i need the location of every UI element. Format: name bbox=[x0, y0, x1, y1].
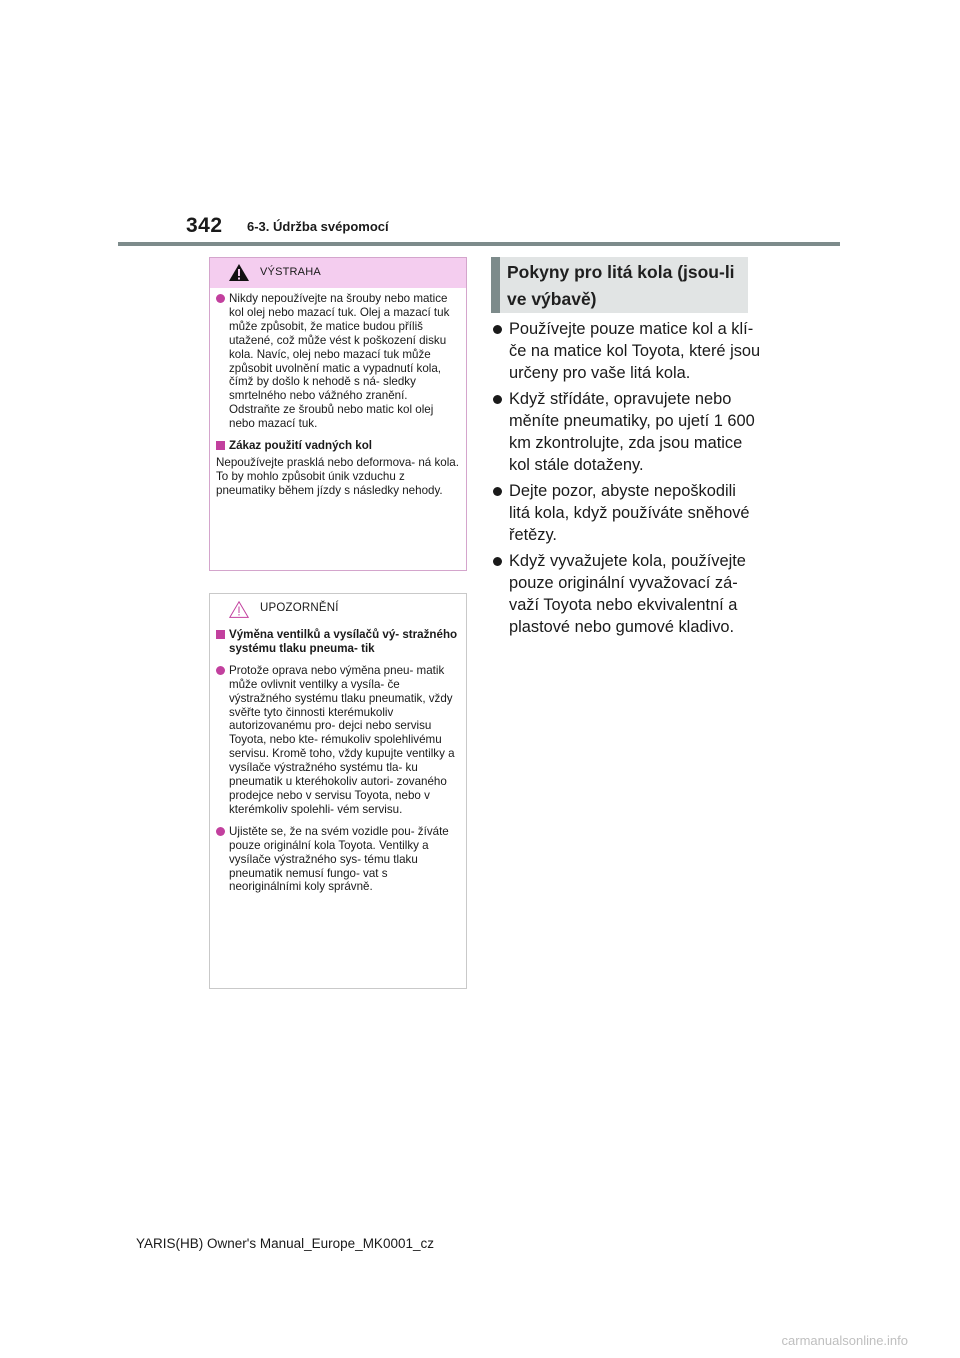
alloy-wheels-list bbox=[491, 318, 761, 642]
page-footer bbox=[0, 1236, 960, 1251]
warning-title: VÝSTRAHA bbox=[260, 266, 321, 278]
caution-subheading-text: Výměna ventilků a vysílačů vý- stražného systému tlaku pneuma- tik bbox=[229, 628, 458, 655]
header-rule bbox=[118, 242, 840, 246]
square-marker-icon bbox=[216, 630, 225, 639]
section-title: 6-3. Údržba svépomocí bbox=[247, 219, 389, 234]
caution-bullet-text: Ujistěte se, že na svém vozidle pou- žíváte pouze originální kola Toyota. Ventilky a vysílače výstražného sys- tému tlaku pneumatik nemusí fungo- vat s neoriginálními koly správně. bbox=[229, 824, 449, 894]
bullet-dot-icon bbox=[216, 294, 225, 303]
bullet-dot-icon bbox=[493, 395, 502, 404]
caution-triangle-icon bbox=[229, 601, 249, 623]
caution-bullet bbox=[216, 825, 461, 895]
list-item bbox=[491, 480, 761, 546]
square-marker-icon bbox=[216, 441, 225, 450]
warning-bullet bbox=[216, 292, 461, 431]
caution-title: UPOZORNĚNÍ bbox=[260, 602, 339, 614]
bullet-dot-icon bbox=[216, 827, 225, 836]
list-item-text: Používejte pouze matice kol a klí- če na matice kol Toyota, které jsou určeny pro vaše litá kola. bbox=[509, 320, 761, 382]
warning-bullet-text: Nikdy nepoužívejte na šrouby nebo matice kol olej nebo mazací tuk. Olej a mazací tuk může způsobit, že matice budou příliš utažené, což může vést k poškození disku kola. Navíc, olej nebo mazací tuk může způsobit uvolnění matic a vypadnutí kola, čímž by došlo k nehodě s ná- sledky smrtelného nebo vážného zranění. Odstraňte ze šroubů nebo matic kol olej nebo mazací tuk. bbox=[229, 292, 450, 431]
warning-subheading-text: Zákaz použití vadných kol bbox=[229, 439, 373, 453]
warning-header bbox=[210, 258, 466, 288]
bullet-dot-icon bbox=[493, 487, 502, 496]
caution-bullet-text: Protože oprava nebo výměna pneu- matik může ovlivnit ventilky a vysíla- če výstražného systému tlaku pneumatik, vždy svěřte tyto činnosti kterémukoliv autorizovanému pro- dejci nebo servisu Toyota, nebo kte- rémukoliv spolehlivému servisu. Kromě toho, vždy kupujte ventilky a vysílače výstražného systému tla- ku pneumatik u kteréhokoliv autori- zovaného prodejce nebo v servisu Toyota, nebo v kterémkoliv spolehli- vém servisu. bbox=[229, 663, 455, 816]
bullet-dot-icon bbox=[493, 325, 502, 334]
caution-bullet bbox=[216, 664, 461, 817]
list-item-text: Když vyvažujete kola, používejte pouze originální vyvažovací zá- važí Toyota nebo ekvivalentní a plastové nebo gumové kladivo. bbox=[509, 552, 746, 636]
warning-subheading bbox=[216, 439, 461, 453]
list-item-text: Dejte pozor, abyste nepoškodili litá kola, když používáte sněhové řetězy. bbox=[509, 482, 750, 544]
watermark: carmanualsonline.info bbox=[781, 1333, 908, 1348]
caution-header bbox=[210, 594, 466, 624]
list-item bbox=[491, 318, 761, 384]
warning-paragraph: Nepoužívejte prasklá nebo deformova- ná kola. To by mohlo způsobit únik vzduchu z pneumatiky během jízdy s následky nehody. bbox=[216, 455, 459, 497]
warning-triangle-icon bbox=[229, 264, 249, 286]
footer-text: YARIS(HB) Owner's Manual_Europe_MK0001_cz bbox=[136, 1236, 434, 1251]
caution-subheading bbox=[216, 628, 461, 656]
list-item bbox=[491, 388, 761, 476]
alloy-wheels-heading: Pokyny pro litá kola (jsou-li ve výbavě) bbox=[491, 257, 748, 313]
warning-box bbox=[209, 257, 467, 571]
list-item-text: Když střídáte, opravujete nebo měníte pneumatiky, po ujetí 1 600 km zkontrolujte, zda jsou matice kol stále dotaženy. bbox=[509, 390, 755, 474]
page-number: 342 bbox=[186, 214, 223, 237]
bullet-dot-icon bbox=[216, 666, 225, 675]
bullet-dot-icon bbox=[493, 557, 502, 566]
list-item bbox=[491, 550, 761, 638]
caution-box bbox=[209, 593, 467, 989]
